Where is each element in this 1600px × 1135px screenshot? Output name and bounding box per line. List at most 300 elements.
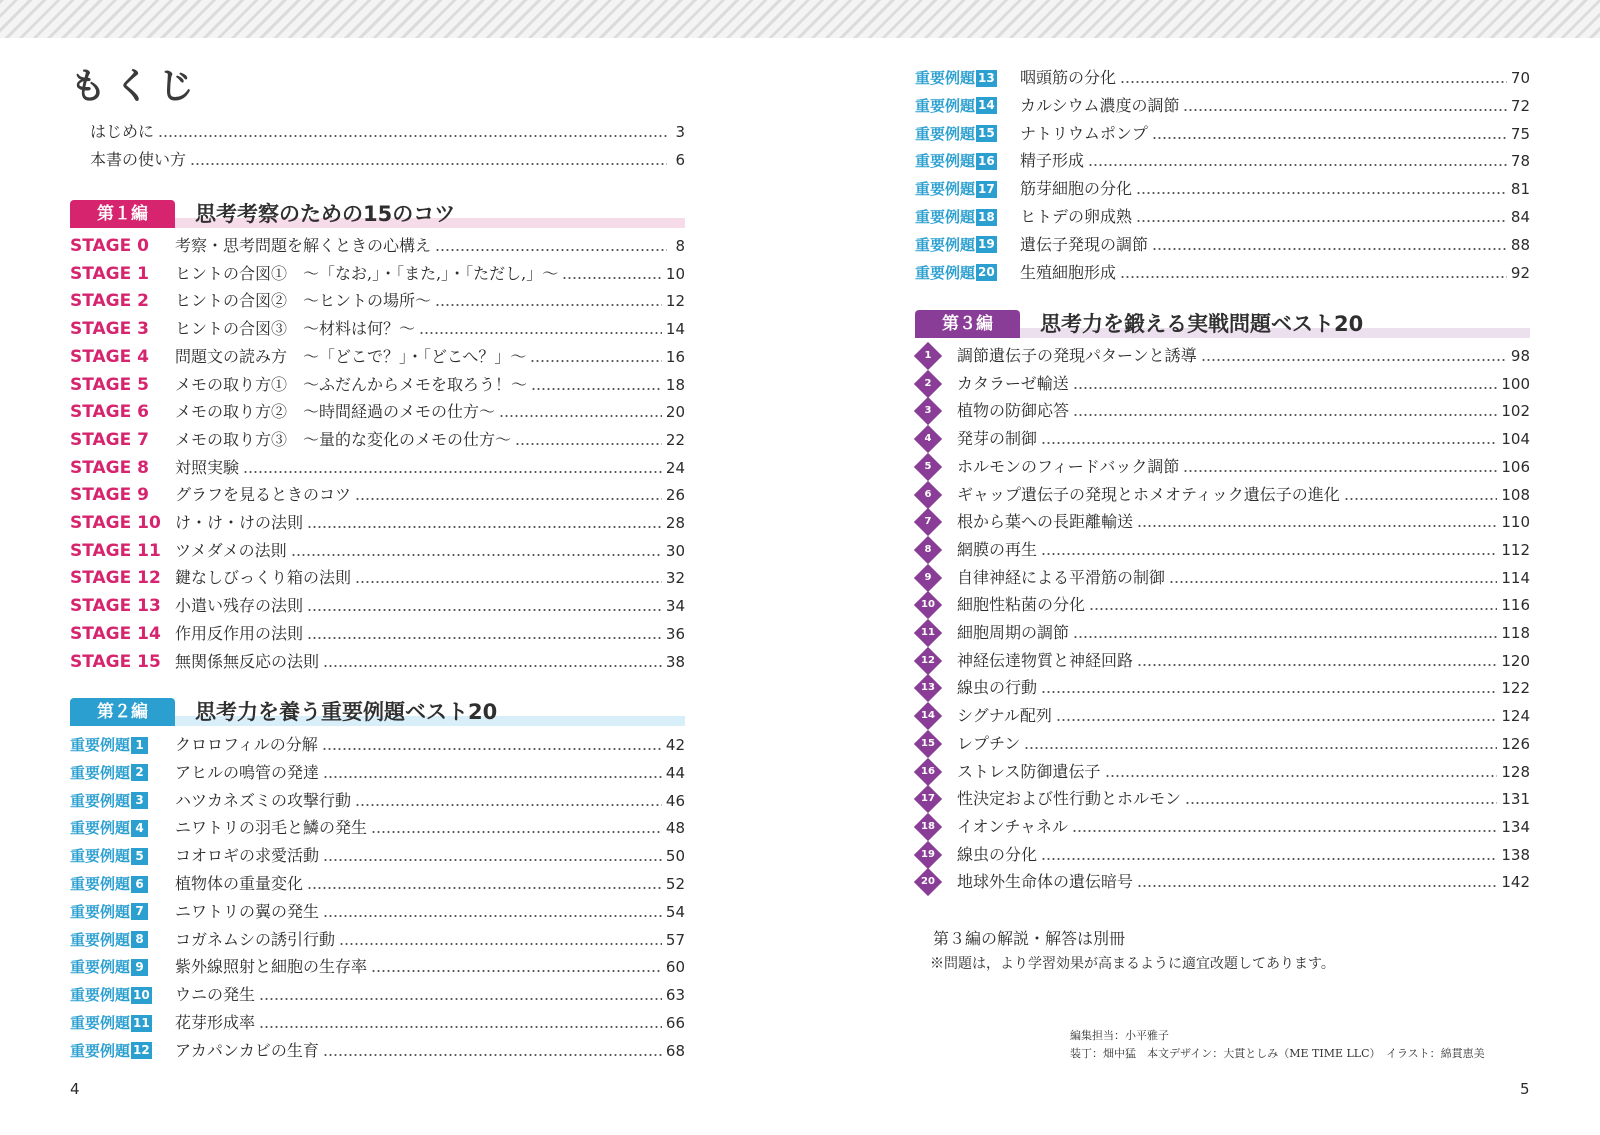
page-number: 46 (665, 791, 685, 810)
problem-number: 19 (921, 848, 935, 860)
page-number: 32 (665, 569, 685, 588)
entry-label: 調節遺伝子の発現パターンと誘導 (957, 346, 1197, 365)
toc-entry-problem[interactable] (915, 870, 1530, 894)
toc-entry-example[interactable] (70, 928, 685, 952)
problem-number-badge (915, 649, 957, 673)
entry-label: ニワトリの翼の発生 (175, 901, 320, 921)
toc-entry-example[interactable] (70, 872, 685, 896)
dot-leader (1152, 137, 1507, 139)
toc-entry-problem[interactable] (915, 760, 1530, 784)
example-tag (70, 761, 175, 785)
problem-number-badge (915, 483, 957, 507)
page-number: 34 (665, 597, 685, 616)
problem-number: 10 (921, 599, 935, 611)
dot-leader (355, 804, 662, 806)
page-number: 104 (1501, 430, 1530, 449)
entry-label: クロロフィルの分解 (175, 735, 318, 754)
entry-label: 精子形成 (1020, 151, 1085, 171)
dot-leader (259, 998, 662, 1000)
page-number: 98 (1510, 347, 1530, 365)
entry-label: 線虫の行動 (957, 678, 1038, 698)
page-number: 108 (1501, 485, 1530, 504)
dot-leader (531, 388, 662, 390)
toc-entry-problem[interactable] (915, 483, 1530, 507)
dot-leader (243, 471, 662, 473)
entry-label: 作用反作用の法則 (175, 623, 304, 643)
example-tag-text: 重要例題 (915, 152, 976, 171)
example-tag (70, 816, 175, 840)
toc-entry-problem[interactable] (915, 455, 1530, 479)
problem-number-badge (915, 704, 957, 728)
example-tag-text: 重要例題 (70, 1014, 131, 1032)
dot-leader (1105, 775, 1498, 777)
toc-entry-example[interactable] (70, 761, 685, 785)
page-number: 110 (1501, 513, 1530, 532)
dot-leader (1041, 858, 1497, 860)
toc-entry-example[interactable] (70, 983, 685, 1007)
example-tag-text: 重要例題 (70, 875, 131, 893)
page-number: 72 (1510, 96, 1530, 115)
right-page-number: 5 (1520, 1080, 1530, 1098)
toc-entry-stage[interactable] (70, 317, 685, 341)
page-title: もくじ (70, 66, 203, 107)
problem-number-badge (915, 870, 957, 894)
toc-entry-stage[interactable] (70, 428, 685, 452)
entry-label: 小遣い残存の法則 (175, 596, 304, 616)
stage-tag: STAGE 0 (70, 236, 149, 256)
toc-entry-problem[interactable] (915, 427, 1530, 451)
example-number-box: 6 (131, 876, 148, 893)
problem-number-badge (915, 455, 957, 479)
dot-leader (158, 135, 667, 137)
problem-number: 18 (921, 820, 935, 832)
page-number: 81 (1510, 180, 1530, 199)
dot-leader (1136, 220, 1507, 222)
entry-label: 地球外生命体の遺伝暗号 (957, 872, 1134, 892)
toc-entry-problem[interactable] (915, 787, 1530, 811)
entry-label: 本書の使い方 (90, 150, 187, 169)
example-tag-text: 重要例題 (70, 902, 131, 921)
problem-number: 4 (924, 433, 932, 445)
example-tag (915, 66, 1020, 90)
dot-leader (323, 665, 662, 667)
entry-label: 細胞性粘菌の分化 (957, 595, 1086, 615)
entry-label: 植物体の重量変化 (175, 874, 304, 893)
entry-label: 問題文の読み方 〜「どこで？」・「どこへ？」〜 (175, 346, 527, 366)
page-number: 122 (1501, 679, 1530, 698)
page-number: 114 (1501, 568, 1530, 587)
example-tag (915, 205, 1020, 229)
dot-leader (323, 776, 662, 778)
page-number: 10 (665, 264, 685, 283)
stage-tag: STAGE 5 (70, 374, 149, 395)
entry-label: 筋芽細胞の分化 (1020, 179, 1133, 199)
entry-label: 植物の防御応答 (957, 401, 1070, 421)
toc-entry-stage[interactable] (70, 373, 685, 397)
example-tag (915, 233, 1020, 257)
dot-leader (307, 887, 662, 889)
page-number: 92 (1510, 263, 1530, 282)
dot-leader (1169, 581, 1497, 583)
entry-label: ウニの発生 (175, 985, 256, 1005)
toc-entry-problem[interactable] (915, 399, 1530, 423)
stage-tag: STAGE 6 (70, 402, 149, 423)
top-stripe-decoration (0, 0, 1600, 38)
page-number: 63 (665, 986, 685, 1005)
toc-entry-example[interactable] (70, 789, 685, 813)
entry-label: ハツカネズミの攻撃行動 (175, 790, 352, 810)
page-number: 14 (665, 320, 685, 339)
toc-entry-example[interactable] (70, 733, 685, 757)
entry-label: 神経伝達物質と神経回路 (957, 650, 1134, 670)
entry-label: はじめに (90, 122, 155, 141)
part3-title: 思考力を鍛える実戦問題ベスト20 (1040, 312, 1364, 336)
entry-label: グラフを見るときのコツ (175, 485, 352, 505)
example-number-box: 3 (131, 792, 148, 809)
example-tag (70, 844, 175, 868)
entry-label: 遺伝子発現の調節 (1020, 234, 1149, 254)
entry-label: ヒントの合図③ 〜材料は何？〜 (175, 319, 416, 339)
page-number: 8 (675, 237, 685, 255)
page-number: 3 (675, 123, 685, 141)
dot-leader (307, 637, 662, 639)
dot-leader (435, 304, 662, 306)
problem-number-badge (915, 787, 957, 811)
entry-label: コガネムシの誘引行動 (175, 929, 336, 949)
toc-entry-problem[interactable] (915, 566, 1530, 590)
stage-tag: STAGE 3 (70, 319, 149, 340)
toc-entry-example[interactable] (70, 844, 685, 868)
example-number-box: 17 (978, 181, 995, 196)
dot-leader (291, 554, 662, 556)
dot-leader (190, 163, 667, 165)
toc-entry-example[interactable] (915, 233, 1530, 257)
dot-leader (355, 581, 662, 583)
part2-badge: 第２編 (70, 698, 175, 726)
page-number: 88 (1510, 235, 1530, 254)
page-number: 30 (665, 541, 685, 560)
toc-entry-stage[interactable] (70, 262, 685, 286)
example-tag (915, 261, 1020, 285)
entry-label: 紫外線照射と細胞の生存率 (175, 957, 368, 977)
problem-number-badge (915, 815, 957, 839)
toc-entry-stage[interactable] (70, 539, 685, 563)
page-number: 142 (1501, 873, 1530, 892)
page-number: 116 (1501, 596, 1530, 615)
dot-leader (1073, 387, 1498, 389)
entry-label: ニワトリの羽毛と鱗の発生 (175, 818, 368, 838)
stage-tag: STAGE 2 (70, 291, 149, 312)
toc-entry-stage[interactable] (70, 400, 685, 424)
entry-label: 対照実験 (175, 457, 240, 477)
example-tag-text: 重要例題 (915, 180, 976, 199)
example-tag-text: 重要例題 (70, 791, 131, 810)
example-tag (70, 955, 175, 979)
part1-title: 思考考察のための15のコツ (195, 202, 456, 226)
part2-header (70, 698, 685, 728)
example-tag (915, 177, 1020, 201)
page-number: 50 (665, 847, 685, 866)
page-number: 120 (1501, 651, 1530, 670)
dot-leader (1185, 802, 1497, 804)
problem-number-badge (915, 732, 957, 756)
entry-label: カタラーゼ輸送 (957, 373, 1069, 393)
page-number: 100 (1501, 374, 1530, 393)
problem-number-badge (915, 593, 957, 617)
example-tag (70, 983, 175, 1007)
stage-tag: STAGE 13 (70, 596, 161, 617)
example-tag-text: 重要例題 (70, 930, 131, 949)
problem-number-badge (915, 510, 957, 534)
problem-number: 17 (921, 793, 935, 805)
dot-leader (562, 277, 662, 279)
toc-entry-stage[interactable] (70, 650, 685, 674)
page-number: 57 (665, 930, 685, 949)
toc-entry-problem[interactable] (915, 538, 1530, 562)
dot-leader (259, 1026, 662, 1028)
entry-label: け・け・けの法則 (175, 513, 304, 532)
page-number: 54 (665, 902, 685, 921)
entry-label: 性決定および性行動とホルモン (957, 789, 1182, 809)
entry-label: 咽頭筋の分化 (1020, 68, 1117, 87)
example-tag-text: 重要例題 (915, 235, 976, 254)
page-number: 70 (1510, 69, 1530, 87)
toc-entry-stage[interactable] (70, 234, 685, 258)
left-page-number: 4 (70, 1080, 80, 1098)
editor-credit: 編集担当：小平雅子 (1070, 1029, 1169, 1042)
dot-leader (1041, 553, 1497, 555)
problem-number-badge (915, 760, 957, 784)
revision-note: ※問題は，より学習効果が高まるように適宜改題してあります。 (930, 956, 1335, 972)
entry-label: メモの取り方① 〜ふだんからメモを取ろう！〜 (175, 374, 528, 394)
page-number: 102 (1501, 402, 1530, 421)
page-number: 66 (665, 1014, 685, 1032)
page-number: 24 (665, 458, 685, 477)
entry-label: 鍵なしびっくり箱の法則 (175, 568, 352, 588)
page-number: 138 (1501, 845, 1530, 864)
toc-entry-stage[interactable] (70, 483, 685, 507)
problem-number: 12 (921, 654, 935, 666)
problem-number-badge (915, 538, 957, 562)
toc-entry-problem[interactable] (915, 510, 1530, 534)
page-number: 36 (665, 624, 685, 643)
design-credit: 装丁：畑中猛 本文デザイン：大貫としみ（ME TIME LLC） イラスト：綿貫恵美 (1070, 1047, 1485, 1060)
example-tag (70, 928, 175, 952)
problem-number-badge (915, 399, 957, 423)
problem-number-badge (915, 372, 957, 396)
stage-tag: STAGE 1 (70, 263, 149, 284)
page-number: 106 (1501, 457, 1530, 476)
toc-entry-intro[interactable] (90, 148, 685, 172)
example-tag-text: 重要例題 (70, 819, 131, 838)
dot-leader (1041, 691, 1497, 693)
dot-leader (1183, 470, 1497, 472)
example-number-box: 18 (978, 209, 995, 224)
example-tag (915, 122, 1020, 146)
example-number-box: 9 (131, 959, 148, 976)
page-number: 131 (1501, 790, 1530, 809)
toc-entry-example[interactable] (915, 205, 1530, 229)
example-number-box: 20 (978, 265, 995, 280)
page-number: 52 (665, 875, 685, 893)
dot-leader (1120, 276, 1507, 278)
entry-label: 細胞周期の調節 (957, 623, 1070, 642)
toc-entry-example[interactable] (70, 1011, 685, 1035)
example-tag-text: 重要例題 (70, 763, 131, 782)
toc-entry-problem[interactable] (915, 676, 1530, 700)
problem-number-badge (915, 843, 957, 867)
dot-leader (435, 249, 667, 251)
example-tag (915, 149, 1020, 173)
toc-entry-problem[interactable] (915, 593, 1530, 617)
dot-leader (1152, 248, 1507, 250)
problem-number: 14 (921, 710, 935, 722)
problem-number: 2 (924, 377, 932, 389)
example-tag-text: 重要例題 (915, 69, 976, 87)
entry-label: ストレス防御遺伝子 (957, 761, 1101, 781)
stage-tag: STAGE 12 (70, 568, 161, 589)
example-tag-text: 重要例題 (915, 124, 976, 143)
entry-label: 考察・思考問題を解くときの心構え (175, 236, 432, 255)
entry-label: ツメダメの法則 (175, 540, 287, 560)
toc-entry-stage[interactable] (70, 456, 685, 480)
part2-title: 思考力を養う重要例題ベスト20 (195, 700, 498, 724)
stage-tag: STAGE 10 (70, 513, 161, 533)
toc-entry-intro[interactable] (90, 120, 685, 144)
page-number: 18 (665, 375, 685, 394)
page-number: 118 (1501, 624, 1530, 642)
example-number-box: 8 (131, 931, 148, 948)
entry-label: メモの取り方② 〜時間経過のメモの仕方〜 (175, 402, 496, 422)
entry-label: シグナル配列 (957, 706, 1052, 726)
page-number: 112 (1501, 540, 1530, 559)
example-number-box: 1 (131, 737, 148, 754)
part1-header (70, 200, 685, 230)
problem-number: 15 (921, 737, 935, 749)
toc-entry-example[interactable] (915, 122, 1530, 146)
toc-entry-problem[interactable] (915, 344, 1530, 368)
page-number: 60 (665, 958, 685, 977)
page-number: 28 (665, 514, 685, 532)
dot-leader (323, 1054, 662, 1056)
example-number-box: 12 (133, 1043, 150, 1058)
problem-number: 6 (924, 488, 932, 500)
dot-leader (1041, 442, 1497, 444)
example-number-box: 13 (978, 70, 995, 85)
problem-number: 16 (921, 765, 935, 777)
stage-tag: STAGE 7 (70, 429, 149, 450)
example-tag-text: 重要例題 (70, 1041, 131, 1060)
problem-number: 8 (924, 543, 932, 555)
dot-leader (419, 332, 662, 334)
toc-entry-example[interactable] (70, 1039, 685, 1063)
toc-entry-example[interactable] (70, 955, 685, 979)
example-tag (70, 1011, 175, 1035)
page-number: 6 (675, 151, 685, 169)
toc-entry-example[interactable] (915, 94, 1530, 118)
toc-entry-example[interactable] (915, 261, 1530, 285)
entry-label: 根から葉への長距離輸送 (957, 512, 1134, 532)
dot-leader (1088, 164, 1507, 166)
dot-leader (339, 943, 662, 945)
dot-leader (371, 831, 662, 833)
toc-entry-stage[interactable] (70, 566, 685, 590)
dot-leader (1137, 525, 1497, 527)
dot-leader (1344, 498, 1498, 500)
page-number: 16 (665, 347, 685, 366)
toc-entry-example[interactable] (915, 177, 1530, 201)
toc-entry-problem[interactable] (915, 815, 1530, 839)
example-tag-text: 重要例題 (70, 958, 131, 977)
example-tag-text: 重要例題 (70, 736, 131, 754)
page-number: 38 (665, 652, 685, 671)
toc-entry-problem[interactable] (915, 732, 1530, 756)
toc-entry-example[interactable] (915, 66, 1530, 90)
toc-entry-example[interactable] (70, 816, 685, 840)
toc-entry-problem[interactable] (915, 372, 1530, 396)
toc-entry-example[interactable] (70, 900, 685, 924)
entry-label: メモの取り方③ 〜量的な変化のメモの仕方〜 (175, 429, 512, 449)
problem-number-badge (915, 621, 957, 645)
dot-leader (307, 609, 662, 611)
toc-entry-stage[interactable] (70, 622, 685, 646)
dot-leader (1089, 608, 1497, 610)
example-number-box: 11 (133, 1015, 150, 1030)
example-number-box: 5 (131, 848, 148, 865)
page-number: 48 (665, 819, 685, 838)
toc-entry-problem[interactable] (915, 704, 1530, 728)
example-tag (70, 872, 175, 896)
problem-number: 5 (924, 460, 932, 472)
stage-tag: STAGE 15 (70, 651, 161, 672)
dot-leader (1136, 192, 1507, 194)
dot-leader (515, 443, 662, 445)
dot-leader (1183, 109, 1506, 111)
toc-entry-problem[interactable] (915, 649, 1530, 673)
page-number: 44 (665, 763, 685, 782)
problem-number-badge (915, 676, 957, 700)
dot-leader (1201, 359, 1507, 361)
entry-label: コオロギの求愛活動 (175, 846, 320, 866)
entry-label: アカパンカビの生育 (175, 1040, 319, 1060)
example-number-box: 10 (133, 987, 150, 1002)
example-tag (915, 94, 1020, 118)
toc-entry-stage[interactable] (70, 594, 685, 618)
toc-entry-stage[interactable] (70, 289, 685, 313)
page-number: 78 (1510, 152, 1530, 171)
entry-label: 網膜の再生 (957, 539, 1038, 559)
stage-tag: STAGE 4 (70, 346, 149, 367)
dot-leader (322, 748, 662, 750)
dot-leader (1072, 830, 1497, 832)
problem-number-badge (915, 566, 957, 590)
toc-entry-problem[interactable] (915, 621, 1530, 645)
page-number: 42 (665, 736, 685, 754)
toc-entry-problem[interactable] (915, 843, 1530, 867)
toc-entry-example[interactable] (915, 149, 1530, 173)
entry-label: 無関係無反応の法則 (175, 651, 320, 671)
dot-leader (1137, 885, 1497, 887)
toc-entry-stage[interactable] (70, 511, 685, 535)
part1-badge: 第１編 (70, 200, 175, 228)
entry-label: ホルモンのフィードバック調節 (957, 456, 1180, 476)
dot-leader (1073, 414, 1497, 416)
entry-label: カルシウム濃度の調節 (1020, 95, 1180, 115)
toc-entry-stage[interactable] (70, 345, 685, 369)
stage-tag: STAGE 11 (70, 540, 161, 561)
dot-leader (355, 498, 662, 500)
part3-answer-note: 第３編の解説・解答は別冊 (933, 929, 1126, 948)
